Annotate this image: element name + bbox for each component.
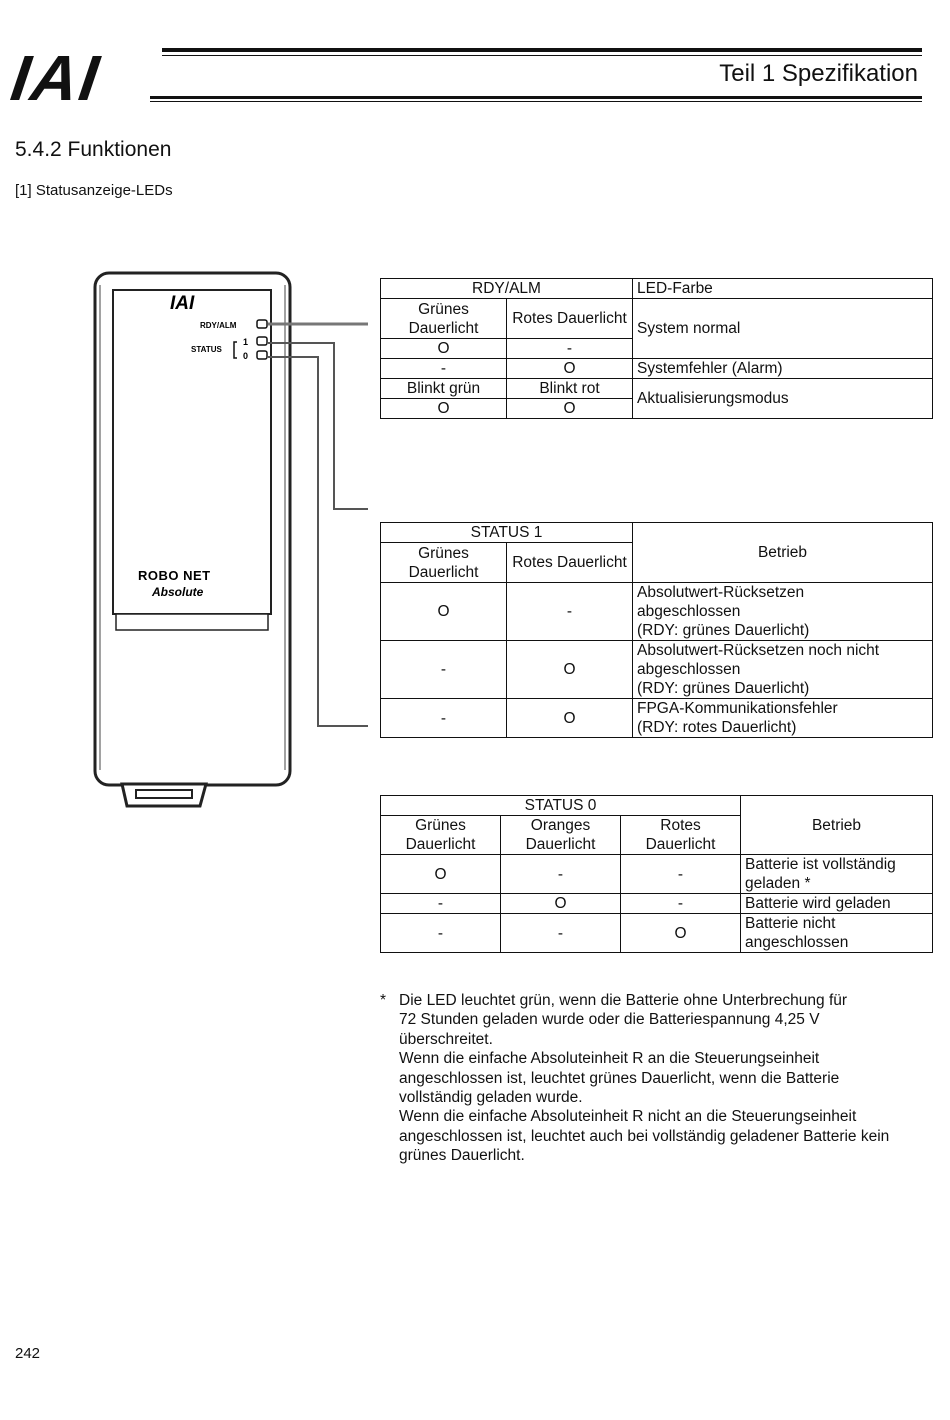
- table-cell-desc: Systemfehler (Alarm): [633, 359, 933, 379]
- table-cell: O: [507, 359, 633, 379]
- desc-line: (RDY: grünes Dauerlicht): [637, 622, 810, 639]
- table-cell-desc: [741, 914, 933, 953]
- table-cell: O: [381, 399, 507, 419]
- led-status-0: [257, 351, 267, 359]
- table-op-header: Betrieb: [633, 523, 933, 583]
- table-col-header: Grünes Dauerlicht: [381, 816, 501, 855]
- desc-line: (RDY: grünes Dauerlicht): [637, 680, 810, 697]
- table-cell-desc: [633, 641, 933, 699]
- led-status-1: [257, 337, 267, 345]
- desc-line: (RDY: rotes Dauerlicht): [637, 719, 797, 736]
- table-op-header: Betrieb: [741, 796, 933, 855]
- subsection-title: [1] Statusanzeige-LEDs: [15, 182, 173, 199]
- table-status-0: [380, 795, 933, 953]
- table-cell: -: [507, 583, 633, 641]
- page-number: 242: [15, 1345, 41, 1362]
- table-cell: O: [381, 583, 507, 641]
- footnote-line: Wenn die einfache Absoluteinheit R nicht an die Steuerungseinheit: [399, 1108, 857, 1126]
- header-title: Teil 1 Spezifikation: [719, 60, 918, 87]
- desc-line: geladen *: [745, 875, 811, 892]
- device-panel-ledge: [116, 614, 268, 630]
- desc-line: abgeschlossen: [637, 603, 741, 620]
- table-col-header: Rotes Dauerlicht: [621, 816, 741, 855]
- desc-line: Batterie wird geladen: [745, 895, 891, 912]
- desc-line: angeschlossen: [745, 934, 849, 951]
- table-col-header: Oranges Dauerlicht: [501, 816, 621, 855]
- table-cell-desc: Aktualisierungsmodus: [633, 379, 933, 419]
- table-cell: O: [381, 855, 501, 894]
- table-cell: -: [501, 914, 621, 953]
- desc-line: Batterie ist vollständig: [745, 856, 896, 873]
- table-cell: -: [381, 914, 501, 953]
- table-cell: -: [621, 855, 741, 894]
- table-cell: O: [507, 399, 633, 419]
- table-col-header: Rotes Dauerlicht: [507, 543, 633, 583]
- footnote-line: angeschlossen ist, leuchtet grünes Dauerlicht, wenn die Batterie: [399, 1069, 840, 1087]
- table-col-header: Rotes Dauerlicht: [507, 299, 633, 339]
- device-connector-slot: [136, 790, 192, 798]
- table-cell: O: [621, 914, 741, 953]
- table-cell: -: [501, 855, 621, 894]
- table-cell: -: [381, 894, 501, 914]
- table-cell: -: [621, 894, 741, 914]
- device-label-1: 1: [243, 337, 249, 347]
- footnote-marker: *: [380, 992, 387, 1009]
- table-rdy-alm: [380, 278, 933, 419]
- table-cell: O: [507, 641, 633, 699]
- footnote-line: 72 Stunden geladen wurde oder die Batteriespannung 4,25 V: [399, 1011, 820, 1029]
- footnote-line: angeschlossen ist, leuchtet auch bei vollständig geladener Batterie kein: [399, 1127, 890, 1145]
- desc-line: Absolutwert-Rücksetzen noch nicht: [637, 642, 880, 659]
- table-cell: O: [501, 894, 621, 914]
- table-color-header: LED-Farbe: [633, 279, 933, 299]
- table-cell: -: [381, 641, 507, 699]
- device-logo: IAI: [170, 293, 195, 314]
- desc-line: abgeschlossen: [637, 661, 741, 678]
- device-label-0: 0: [243, 351, 249, 361]
- footnote-line: Die LED leuchtet grün, wenn die Batterie ohne Unterbrechung für: [399, 992, 848, 1009]
- table-cell: Blinkt rot: [507, 379, 633, 399]
- device-label-status: STATUS: [191, 345, 222, 354]
- desc-line: Absolutwert-Rücksetzen: [637, 584, 805, 601]
- table-col-header: Grünes Dauerlicht: [381, 299, 507, 339]
- table-cell-desc: [741, 894, 933, 914]
- footnote: [380, 991, 936, 1166]
- table-group-header: STATUS 0: [381, 796, 741, 816]
- footnote-line: vollständig geladen wurde.: [399, 1089, 583, 1107]
- table-group-header: STATUS 1: [381, 523, 633, 543]
- footnote-line: überschreitet.: [399, 1030, 493, 1048]
- desc-line: Batterie nicht: [745, 915, 836, 932]
- table-cell: O: [507, 699, 633, 738]
- footnote-line: Wenn die einfache Absoluteinheit R an die Steuerungseinheit: [399, 1050, 820, 1068]
- footnote-line: grünes Dauerlicht.: [399, 1147, 525, 1165]
- table-cell: Blinkt grün: [381, 379, 507, 399]
- device-sub-brand: Absolute: [152, 585, 204, 599]
- iai-logo: IAI: [6, 42, 105, 114]
- footnote-body: [399, 991, 936, 1166]
- table-cell-desc: [741, 855, 933, 894]
- table-group-header: RDY/ALM: [381, 279, 633, 299]
- table-cell-desc: [633, 699, 933, 738]
- table-cell: -: [381, 359, 507, 379]
- table-cell-desc: [633, 583, 933, 641]
- table-cell-desc: System normal: [633, 299, 933, 359]
- device-brand: ROBO NET: [138, 568, 211, 583]
- led-rdy-alm: [257, 320, 267, 328]
- table-cell: -: [507, 339, 633, 359]
- table-cell: O: [381, 339, 507, 359]
- desc-line: FPGA-Kommunikationsfehler: [637, 700, 838, 717]
- section-title: 5.4.2 Funktionen: [15, 138, 172, 161]
- table-status-1: [380, 522, 933, 738]
- table-col-header: Grünes Dauerlicht: [381, 543, 507, 583]
- table-cell: -: [381, 699, 507, 738]
- device-label-rdy: RDY/ALM: [200, 321, 237, 330]
